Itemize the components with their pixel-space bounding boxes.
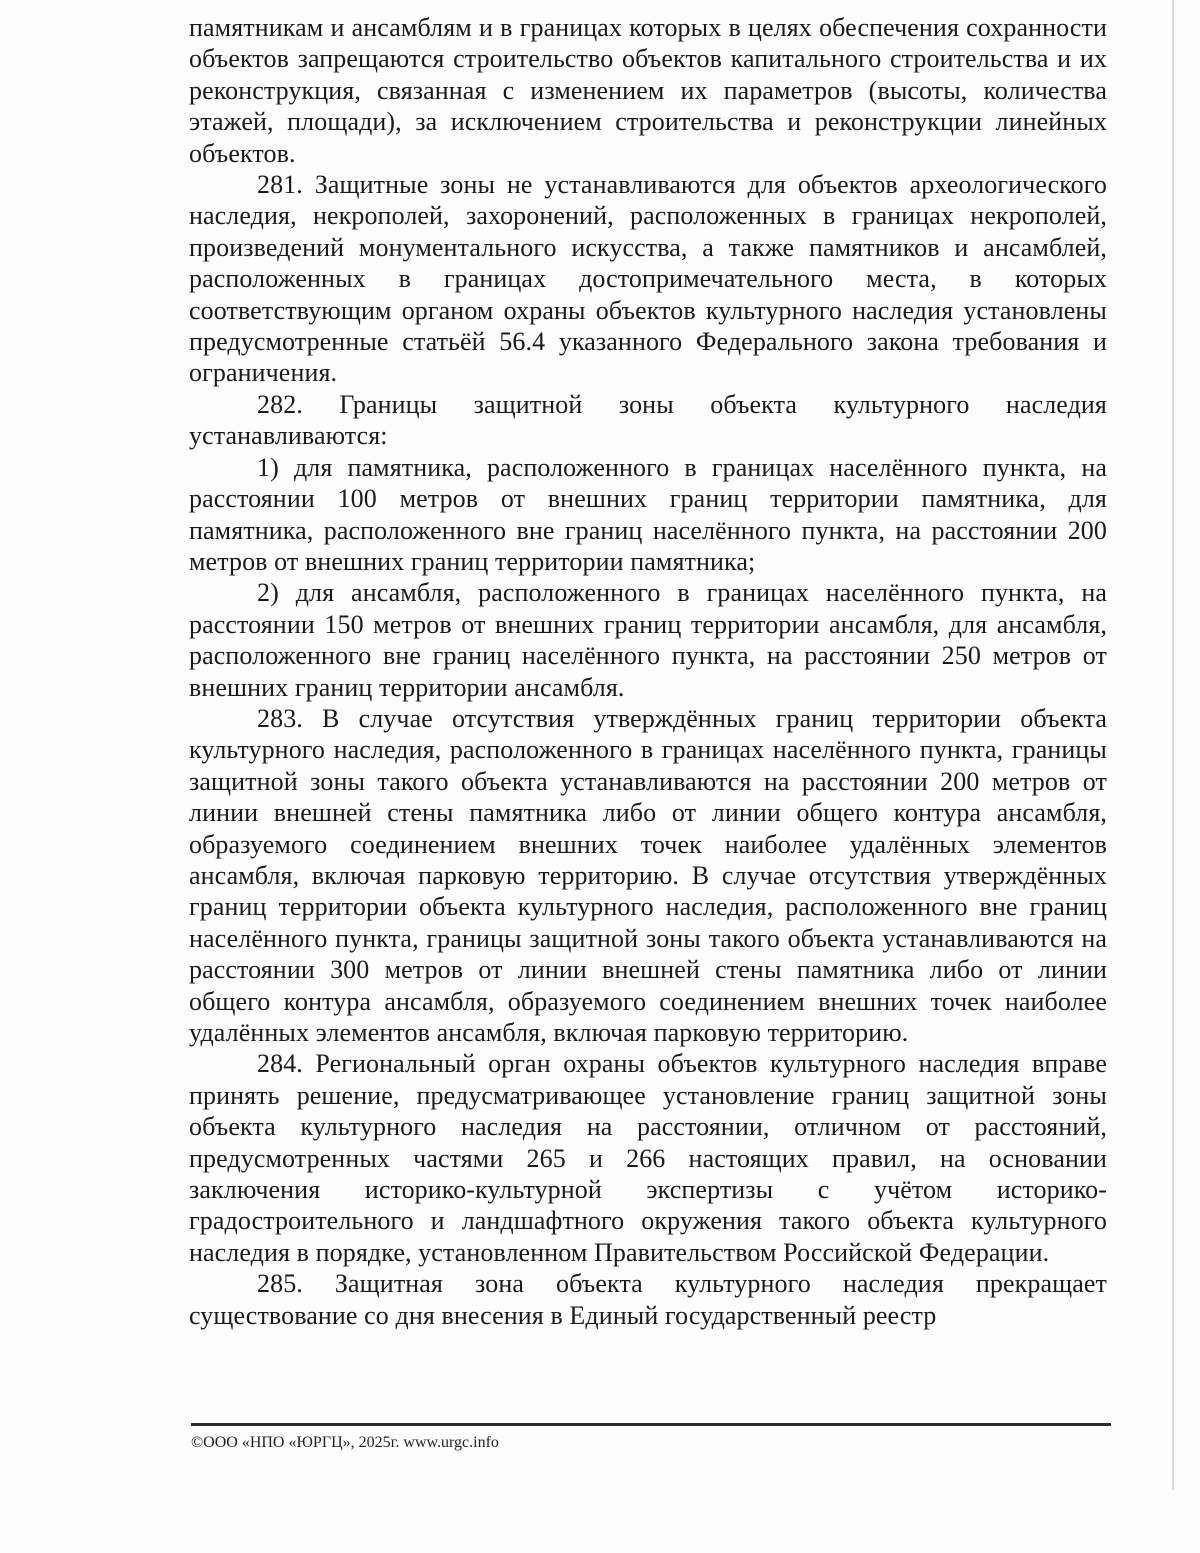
footer-divider [191, 1423, 1111, 1426]
document-body [189, 12, 1107, 1331]
paragraph-283: 283. В случае отсутствия утверждённых границ территории объекта культурного наследия, расположенного в границах населённого пункта, границы защитной зоны такого объекта устанавливаются на расстоянии 200 метров от линии внешней стены памятника либо от линии общего контура ансамбля, образуемого соединением внешних точек наиболее удалённых элементов ансамбля, включая парковую территорию. В случае отсутствия утверждённых границ территории объекта культурного наследия, расположенного вне границ населённого пункта, границы защитной зоны такого объекта устанавливаются на расстоянии 300 метров от линии внешней стены памятника либо от линии общего контура ансамбля, образуемого соединением внешних точек наиболее удалённых элементов ансамбля, включая парковую территорию. [189, 703, 1107, 1047]
scan-edge-line [1172, 0, 1174, 1490]
footer-copyright: ©ООО «НПО «ЮРГЦ», 2025г. www.urgc.info [191, 1434, 499, 1451]
paragraph-284: 284. Региональный орган охраны объектов культурного наследия вправе принять решение, предусматривающее установление границ защитной зоны объекта культурного наследия на расстоянии, отличном от расстояний, предусмотренных частями 265 и 266 настоящих правил, на основании заключения историко-культурной экспертизы с учётом историко-градостроительного и ландшафтного окружения такого объекта культурного наследия в порядке, установленном Правительством Российской Федерации. [189, 1049, 1107, 1267]
paragraph-282-item-2: 2) для ансамбля, расположенного в границах населённого пункта, на расстоянии 150 метров от внешних границ территории ансамбля, для ансамбля, расположенного вне границ населённого пункта, на расстоянии 250 метров от внешних границ территории ансамбля. [189, 578, 1107, 702]
paragraph-continuation: памятникам и ансамблям и в границах которых в целях обеспечения сохранности объектов запрещаются строительство объектов капитального строительства и их реконструкция, связанная с изменением их параметров (высоты, количества этажей, площади), за исключением строительства и реконструкции линейных объектов. [189, 13, 1107, 168]
paragraph-282-item-1: 1) для памятника, расположенного в границах населённого пункта, на расстоянии 100 метров от внешних границ территории памятника, для памятника, расположенного вне границ населённого пункта, на расстоянии 200 метров от внешних границ территории памятника; [189, 452, 1107, 576]
paragraph-282: 282. Границы защитной зоны объекта культурного наследия устанавливаются: [189, 389, 1107, 451]
paragraph-281: 281. Защитные зоны не устанавливаются для объектов археологического наследия, некрополей, захоронений, расположенных в границах некрополей, произведений монументального искусства, а также памятников и ансамблей, расположенных в границах достопримечательного места, в которых соответствующим органом охраны объектов культурного наследия установлены предусмотренные статьёй 56.4 указанного Федерального закона требования и ограничения. [189, 170, 1107, 388]
paragraph-285: 285. Защитная зона объекта культурного наследия прекращает существование со дня внесения в Единый государственный реестр [189, 1269, 1107, 1330]
